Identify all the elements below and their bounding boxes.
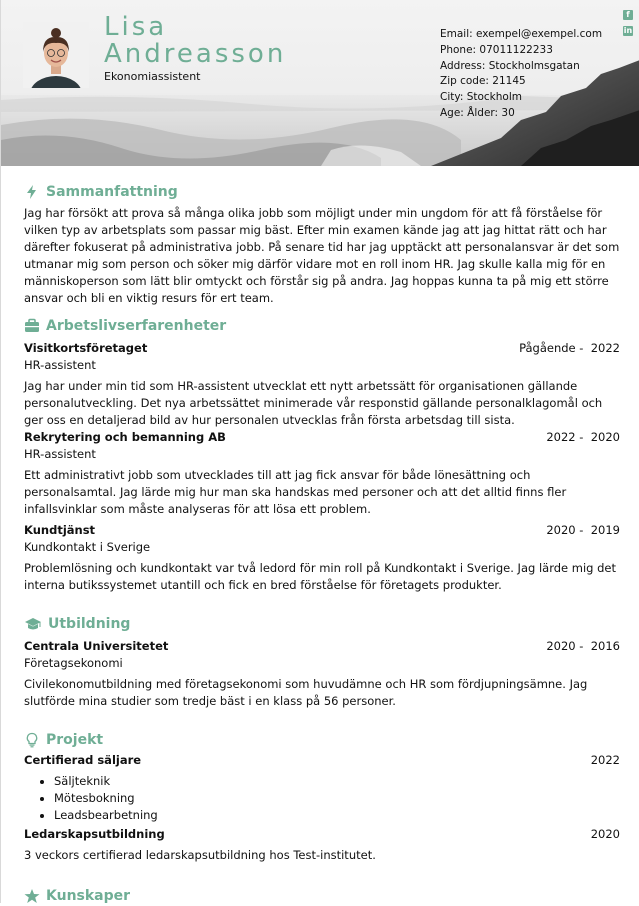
education-item: [24, 638, 620, 710]
experience-company: Rekrytering och bemanning AB: [24, 430, 226, 444]
experience-description: Problemlösning och kundkontakt var två ledord för min roll på Kundkontakt i Sverige. Jag lärde mig det interna butikssystemet utantill och fick en bred förståelse för företagets produkter.: [24, 561, 616, 592]
profile-photo: [23, 22, 89, 88]
contact-zip: Zip code: 21145: [440, 75, 526, 88]
project-name: Certifierad säljare: [24, 753, 142, 767]
contact-phone: Phone: 07011122233: [440, 43, 553, 56]
experience-heading: Arbetslivserfarenheter: [46, 318, 227, 334]
summary-heading: Sammanfattning: [46, 184, 178, 200]
experience-company: Kundtjänst: [24, 523, 96, 537]
linkedin-icon[interactable]: in: [623, 26, 633, 35]
experience-item: [24, 340, 620, 429]
contact-age: Age: Ålder: 30: [440, 106, 515, 119]
list-item: • Mötesbokning: [54, 790, 620, 807]
first-name: Lisa: [104, 12, 168, 42]
experience-description: Ett administrativt jobb som utvecklades till att jag fick ansvar för både lönesättning och personalsamtal. Jag lärde mig hur man ska handskas med personer och att det alltid finns fler infallsvinklar som måste analyseras för att lösa ett problem.: [24, 468, 567, 516]
experience-position: HR-assistent: [24, 358, 96, 372]
summary-text: Jag har försökt att prova så många olika jobb som möjligt under min ungdom för att få förståelse för vilken typ av arbetsplats som passar mig bäst. Efter min examen kände jag att jag hittat rätt och har därefter fokuserat på administrativa jobb. På senare tid har jag upptäckt att personalansvar är det som utmanar mig som person och söker mig därför vidare mot en roll inom HR. Jag skulle kalla mig för en människoperson som lätt blir omtyckt och förstår sig på andra. Jag hoppas kunna ta på mig ett större ansvar och bli en viktig resurs för ert team.: [24, 206, 620, 305]
contact-info: [440, 27, 602, 122]
section-projects-title: [24, 730, 620, 750]
person-name: [104, 14, 286, 68]
section-skills-title: [24, 886, 620, 906]
bolt-icon: [24, 184, 40, 200]
experience-position: Kundkontakt i Sverige: [24, 540, 151, 554]
graduation-cap-icon: [24, 616, 42, 632]
experience-dates: 2022 - 2020: [546, 430, 620, 444]
contact-address: Address: Stockholmsgatan: [440, 59, 580, 72]
section-summary-title: [24, 182, 620, 202]
facebook-icon[interactable]: f: [623, 10, 633, 20]
education-heading: Utbildning: [48, 616, 131, 632]
project-item: [24, 826, 620, 864]
education-description: Civilekonomutbildning med företagsekonomi som huvudämne och HR som fördjupningsämne. Jag slutförde mina studier som tredje bäst i en klass på 56 personer.: [24, 677, 588, 708]
project-name: Ledarskapsutbildning: [24, 827, 165, 841]
section-experience-title: [24, 316, 620, 336]
list-item: • Leadsbearbetning: [54, 807, 620, 824]
project-description: 3 veckors certifierad ledarskapsutbildning hos Test-institutet.: [24, 848, 376, 862]
social-links: [623, 10, 634, 42]
section-education-title: [24, 614, 620, 634]
experience-description: Jag har under min tid som HR-assistent utvecklat ett nytt arbetssätt för organisationen gällande personalutveckling. Det nya arbetssättet minimerade vår responstid gällande personalklagomål och ger oss en detaljerad bild av hur personalen utvecklas från första arbetsdag till sista.: [24, 379, 603, 427]
experience-company: Visitkortsföretaget: [24, 341, 148, 355]
briefcase-icon: [24, 318, 40, 334]
header-banner: [1, 0, 639, 166]
list-item: • Säljteknik: [54, 773, 620, 790]
experience-dates: Pågående - 2022: [519, 341, 620, 355]
contact-email: Email: exempel@exempel.com: [440, 28, 603, 40]
experience-position: HR-assistent: [24, 447, 96, 461]
education-school: Centrala Universitetet: [24, 639, 169, 653]
projects-heading: Projekt: [46, 732, 104, 748]
contact-city: City: Stockholm: [440, 91, 522, 104]
lightbulb-icon: [24, 732, 40, 748]
education-program: Företagsekonomi: [24, 656, 123, 670]
project-date: 2022: [590, 753, 620, 767]
education-dates: 2020 - 2016: [546, 639, 620, 653]
project-bullet-list: [24, 773, 620, 824]
project-date: 2020: [590, 827, 620, 841]
experience-item: [24, 522, 620, 594]
experience-dates: 2020 - 2019: [546, 523, 620, 537]
star-icon: [24, 888, 40, 904]
skills-heading: Kunskaper: [46, 888, 131, 904]
resume-body: [24, 182, 620, 906]
project-item: [24, 752, 620, 824]
job-title: Ekonomiassistent: [104, 70, 201, 83]
last-name: Andreasson: [104, 39, 287, 69]
experience-item: [24, 429, 620, 518]
